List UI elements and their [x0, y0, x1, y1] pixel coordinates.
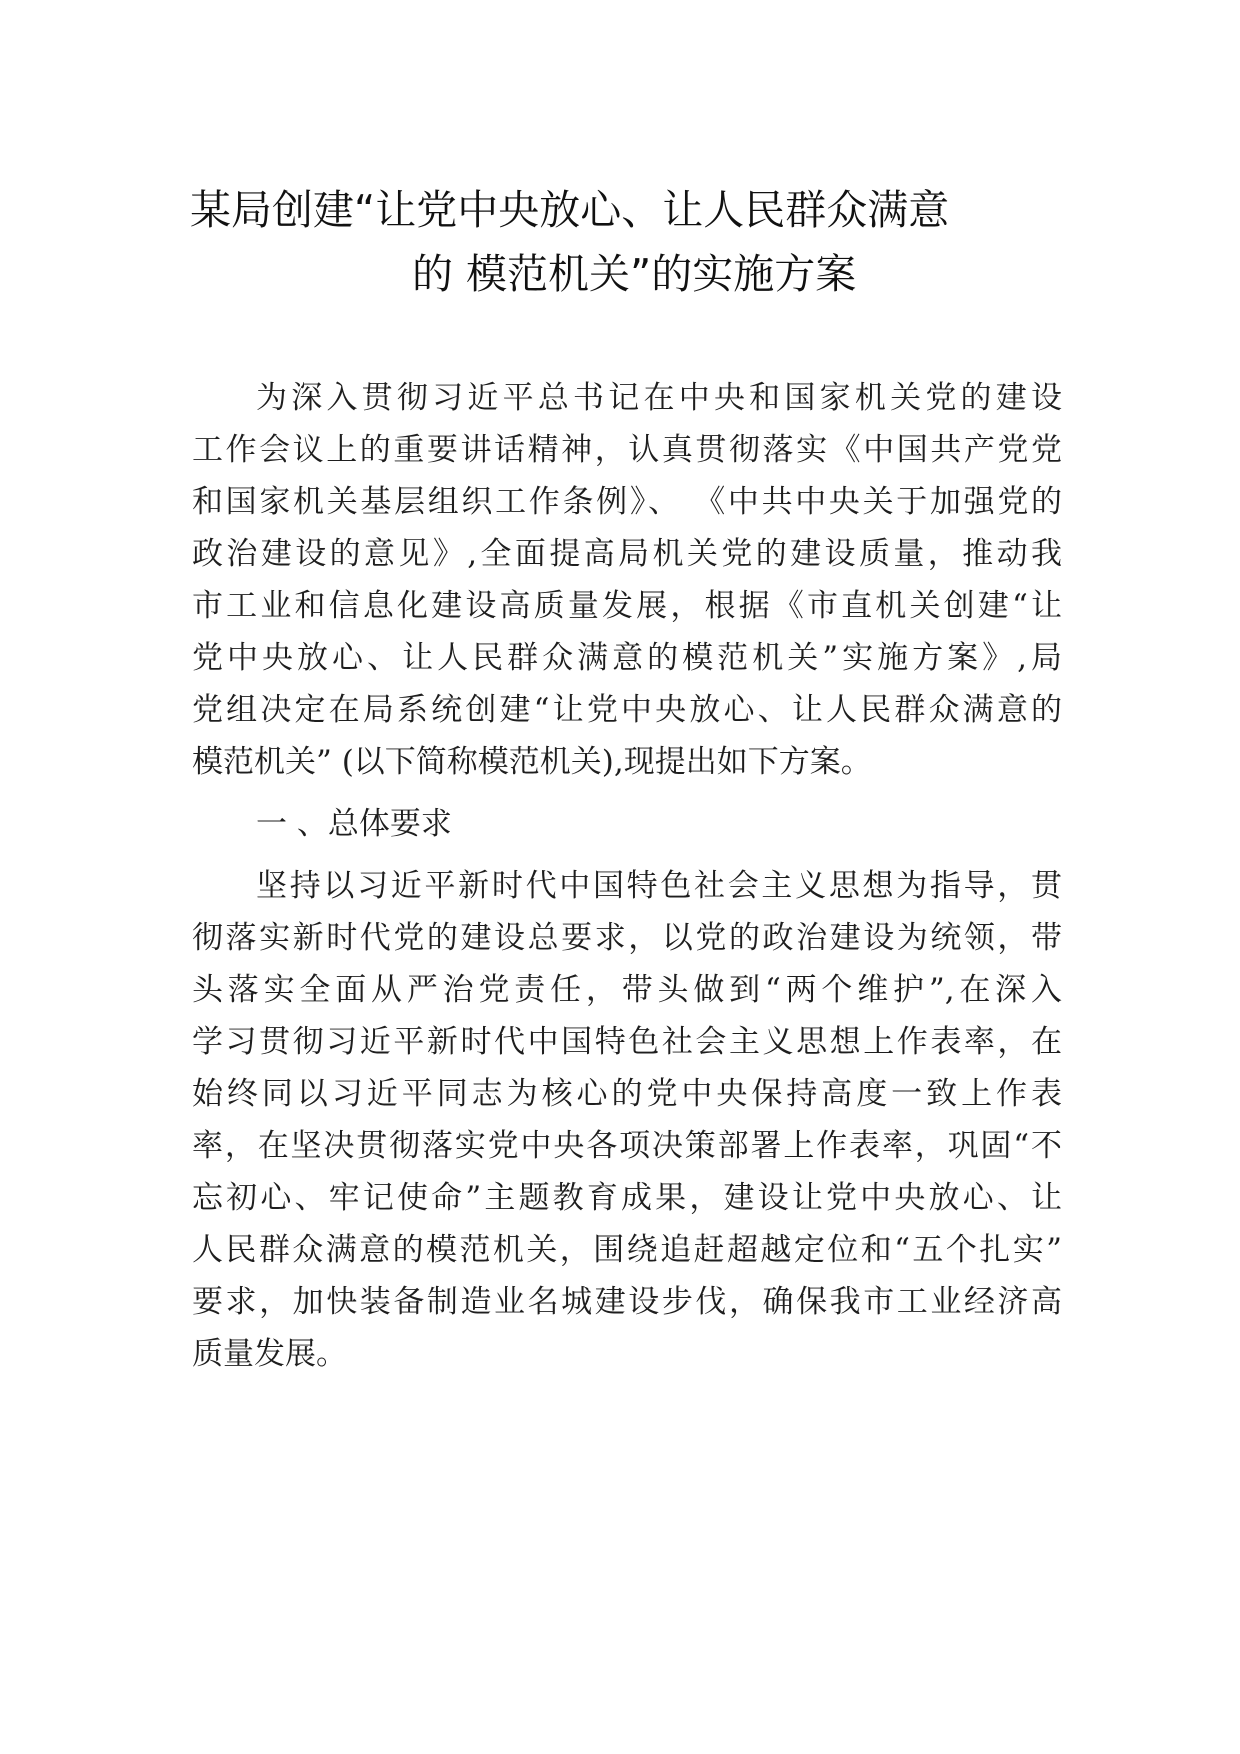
- spacer: [192, 850, 1062, 860]
- paragraph-line: 党中央放心、让人民群众满意的模范机关”实施方案》,局: [192, 640, 1062, 676]
- paragraph-line: 率，在坚决贯彻落实党中央各项决策部署上作表率，巩固“不: [192, 1128, 1062, 1164]
- paragraph-intro: [192, 372, 1062, 788]
- section-heading: 一 、总体要求: [256, 806, 452, 842]
- paragraph-line: 学习贯彻习近平新时代中国特色社会主义思想上作表率，在: [192, 1024, 1062, 1060]
- paragraph-line: 工作会议上的重要讲话精神，认真贯彻落实《中国共产党党: [192, 432, 1062, 468]
- paragraph-line: 政治建设的意见》,全面提高局机关党的建设质量，推动我: [192, 536, 1062, 572]
- paragraph-line: 党组决定在局系统创建“让党中央放心、让人民群众满意的: [192, 692, 1062, 728]
- paragraph-line: 坚持以习近平新时代中国特色社会主义思想为指导，贯: [256, 868, 1062, 904]
- paragraph-line: 模范机关” (以下简称模范机关),现提出如下方案。: [192, 744, 872, 780]
- document-title: [150, 178, 1050, 306]
- spacer: [192, 788, 1062, 798]
- title-line-2: 的 模范机关”的实施方案: [412, 250, 857, 298]
- paragraph-line: 头落实全面从严治党责任，带头做到“两个维护”,在深入: [192, 972, 1062, 1008]
- paragraph-line: 为深入贯彻习近平总书记在中央和国家机关党的建设: [256, 380, 1062, 416]
- document-body: [192, 372, 1062, 1380]
- paragraph-line: 和国家机关基层组织工作条例》、 《中共中央关于加强党的: [192, 484, 1062, 520]
- paragraph-line: 要求，加快装备制造业名城建设步伐，确保我市工业经济高: [192, 1284, 1062, 1320]
- title-line-1: 某局创建“让党中央放心、让人民群众满意: [190, 186, 950, 234]
- paragraph-line: 始终同以习近平同志为核心的党中央保持高度一致上作表: [192, 1076, 1062, 1112]
- paragraph-line: 彻落实新时代党的建设总要求，以党的政治建设为统领，带: [192, 920, 1062, 956]
- paragraph-general-requirements: [192, 860, 1062, 1380]
- paragraph-line: 人民群众满意的模范机关，围绕追赶超越定位和“五个扎实”: [192, 1232, 1062, 1268]
- paragraph-line: 质量发展。: [192, 1336, 347, 1372]
- paragraph-line: 市工业和信息化建设高质量发展，根据《市直机关创建“让: [192, 588, 1062, 624]
- paragraph-line: 忘初心、牢记使命”主题教育成果，建设让党中央放心、让: [192, 1180, 1062, 1216]
